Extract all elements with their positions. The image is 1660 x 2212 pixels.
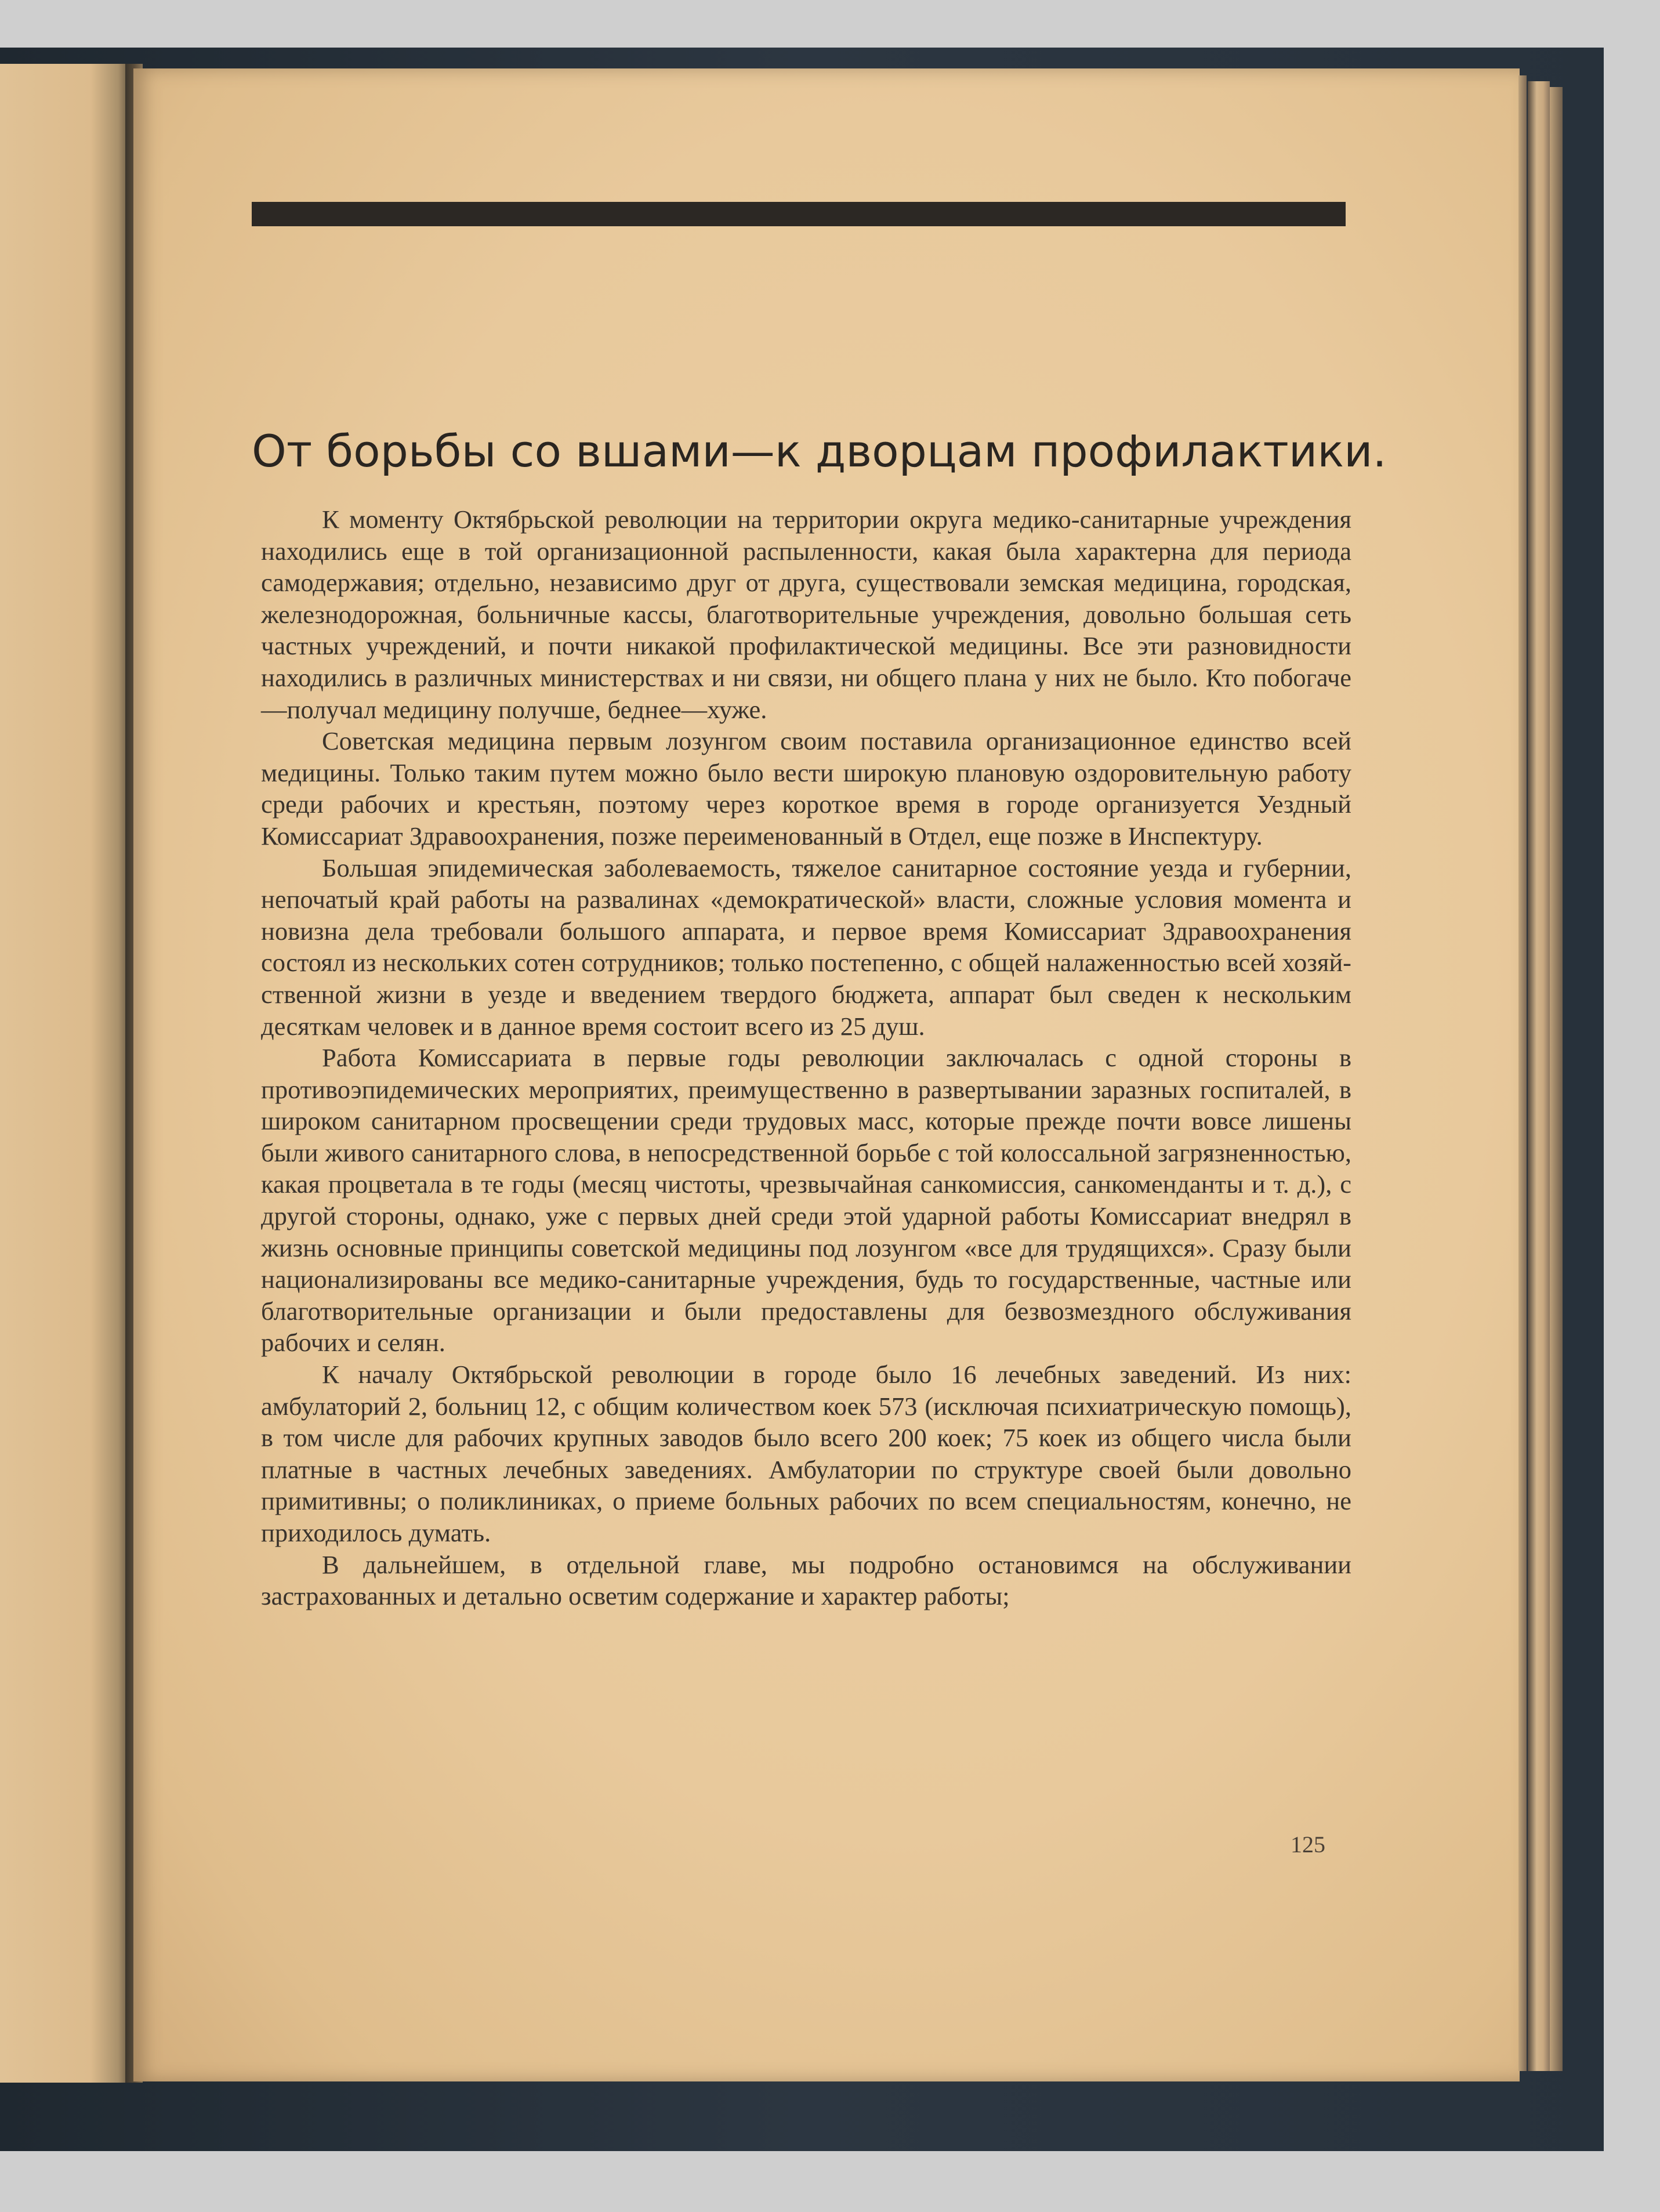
page-stack-edge [1518, 75, 1527, 2071]
body-text [261, 504, 1351, 1612]
page-number: 125 [1291, 1831, 1325, 1858]
paragraph: Большая эпидемическая заболеваемость, тяжелое санитарное состояние уезда и губернии, непочатый край работы на развалинах «демократической» власти, сложные условия момента и новизна дела требовали большого аппарата, и первое время Комиссариат Здравоохранения состоял из нескольких сотен сотрудников; только постепенно, с общей налаженностью всей хозяйственной жизни в уезде и введением твердого бюджета, аппарат был сведен к нескольким десяткам человек и в данное время состоит всего из 25 душ. [261, 853, 1351, 1041]
decorative-top-rule [252, 202, 1346, 226]
chapter-heading: От борьбы со вшами—к дворцам профилактики. [252, 425, 1387, 477]
page-stack-edge [1528, 81, 1550, 2071]
paragraph: В дальнейшем, в отдельной главе, мы подробно остановимся на обслуживании застрахованных и детально осветим содержание и характер работы; [261, 1550, 1351, 1611]
page-stack-edge [1550, 87, 1563, 2071]
paragraph: Советская медицина первым лозунгом своим поставила организационное единство всей медицины. Только таким путем можно было вести широкую плановую оздоровительную работу среди рабочих и крестьян, поэтому через короткое время в городе организуется Уездный Комиссариат Здравоохранения, позже переименованный в Отдел, еще позже в Инспектуру. [261, 726, 1351, 850]
left-page-edge [0, 64, 129, 2083]
paragraph: Работа Комиссариата в первые годы революции заключалась с одной стороны в противоэпидемических мероприятих, преимущественно в развертывании заразных госпиталей, в широком санитарном просвещении среди трудовых масс, которые прежде почти вовсе лишены были живого санитарного слова, в непосредственной борьбе с той колоссальной загрязненностью, какая процветала в те годы (месяц чистоты, чрезвычайная санкомиссия, санкоменданты и т. д.), с другой стороны, однако, уже с первых дней среди этой ударной работы Комиссариат внедрял в жизнь основные принципы советской медицины под лозунгом «все для трудящихся». Сразу были национализированы все медико-санитарные учреждения, будь то государственные, частные или благотворительные организации и были предоставлены для безвозмездного обслуживания рабочих и селян. [261, 1043, 1351, 1357]
paragraph: К началу Октябрьской революции в городе было 16 лечебных заведений. Из них: амбулаторий 2, больниц 12, с общим количеством коек 573 (исключая психиатрическую помощь), в том числе для рабочих крупных заводов было всего 200 коек; 75 коек из общего числа были платные в частных лечебных заведениях. Амбулатории по структуре своей были довольно примитивны; о поликлиниках, о приеме больных рабочих по всем специальностям, конечно, не приходилось думать. [261, 1360, 1351, 1547]
paragraph: К моменту Октябрьской революции на территории округа медико-санитарные учреждения находились еще в той организационной распыленности, какая была характерна для периода самодержавия; отдельно, независимо друг от друга, существовали земская медицина, городская, железнодорожная, больничные кассы, благотворительные учреждения, довольно большая сеть частных учреждений, и почти никакой профилактической медицины. Все эти разновидности находились в различных министерствах и ни связи, ни общего плана у них не было. Кто побогаче—получал медицину получше, беднее—хуже. [261, 505, 1351, 724]
